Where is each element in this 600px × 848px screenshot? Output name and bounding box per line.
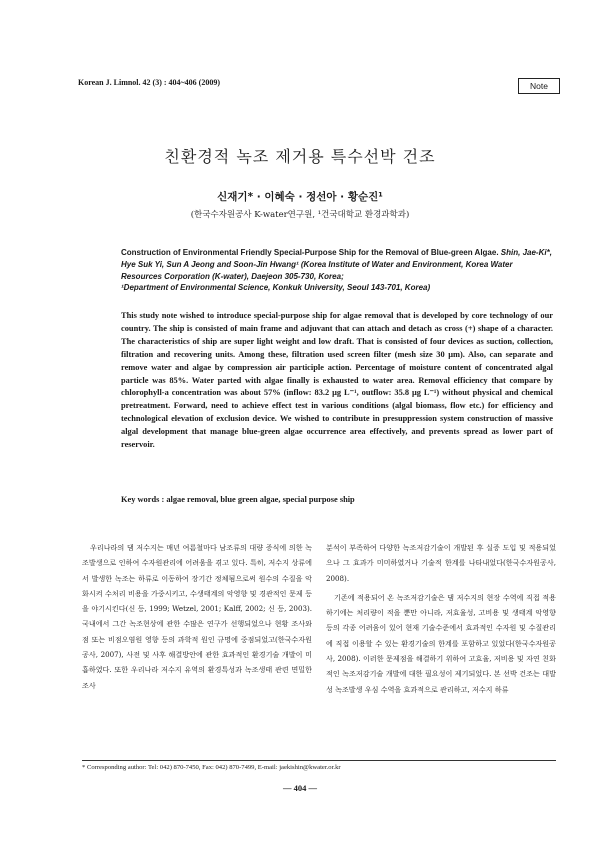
note-label: Note (518, 78, 560, 94)
keywords: Key words : algae removal, blue green algae, special purpose ship (121, 495, 355, 504)
journal-reference: Korean J. Limnol. 42 (3) : 404~406 (2009) (78, 78, 221, 87)
footnote-divider (82, 760, 556, 761)
page-number: — 404 — (283, 783, 317, 793)
english-title-algae: Algae. (474, 248, 499, 257)
paper-title: 친환경적 녹조 제거용 특수선박 건조 (164, 147, 436, 166)
english-authors: Shin, Jae-Ki*, Hye Suk Yi, Sun A Jeong and Soon-Jin Hwang¹ (Korea Institute of Water and Environment, Korea Water Resources Corporation (K-water), Daejeon 305-730, Korea; (121, 248, 552, 281)
affiliation: (한국수자원공사 K-water연구원, ¹건국대학교 환경과학과) (190, 210, 410, 220)
english-title-block (121, 247, 553, 294)
abstract: This study note wished to introduce special-purpose ship for algae removal that is developed by core technology of our country. The ship is consisted of main frame and adjuvant that can attach and detach as cross (+) shape of a character. The characteristics of ship are super light weight and low draft. That is consisted of four devices as suction, collection, filtration and recovering units. Among these, filtration used screen filter (mesh size 30 μm). Also, can separate and remove water and algae by compression air participle action. Percentage of moisture content of concentrated algal particle was 85%. Water parted with algae finally is exhausted to water area. Removal efficiency that compare by chlorophyll-a concentration was about 57% (inflow: 83.2 μg L⁻¹, outflow: 35.8 μg L⁻¹) without physical and chemical pretreatment. Forward, need to achieve effect test in various conditions (algal biomass, flow etc.) for efficiency and technological elevation of exclusion device. We wished to contribute in presuppression system construction of massive algal development that manage blue-green algae occurrence area effectively, and prevents spread as lower part of reservoir. (121, 311, 553, 450)
body-paragraph: 기존에 적용되어 온 녹조저감기술은 댐 저수지의 현장 수역에 직접 적용하기에는 처리량이 적을 뿐만 아니라, 저효율성, 고비용 및 생태계 악영향 등의 각종 어려움이 있어 현재 기술수준에서 효과적인 수자원 및 수질관리에 직접 이용할 수 있는 환경기술의 한계를 포함하고 있었다(한국수자원공사, 2008). 이러한 문제점을 해결하기 위하여 고효율, 저비용 및 자연 친화적인 녹조저감기술 개발에 대한 필요성이 제기되었다. 본 선박 건조는 대발성 녹조발생 우심 수역을 효과적으로 관리하고, 저수지 하류 (326, 592, 556, 694)
english-title-line1: Construction of Environmental Friendly Special-Purpose Ship for the Removal of Blue-green (121, 248, 473, 257)
english-affiliation: ¹Department of Environmental Science, Konkuk University, Seoul 143-701, Korea) (121, 283, 431, 293)
footnote: * Corresponding author: Tel: 042) 870-7450, Fax: 042) 870-7499, E-mail: jaekishin@kwater.or.kr (82, 764, 341, 771)
body-column-left (82, 540, 312, 693)
body-paragraph: 우리나라의 댐 저수지는 매년 여름철마다 남조류의 대량 증식에 의한 녹조발생으로 인하여 수자원관리에 어려움을 겪고 있다. 특히, 저수지 상류에서 발생한 녹조는 하류로 이동하여 장기간 정체됨으로써 원수의 수질을 악화시켜 수처리 비용을 가중시키고, 수생태계의 악영향 및 경관적인 문제 등을 야기시킨다(신 등, 1999; Wetzel, 2001; Kalff, 2002; 신 등, 2003). 국내에서 그간 녹조현상에 관한 수많은 연구가 선행되었으나 현황 조사와 점 또는 비점오염원 영향 등의 과학적 원인 규명에 중점되었고(한국수자원공사, 2007), 사전 및 사후 해결방안에 관한 효과적인 환경기술 개발이 미흡하였다. 또한 우리나라 저수지 유역의 환경특성과 녹조생태 관련 면밀한 조사 (82, 543, 312, 690)
authors: 신재기* · 이혜숙 · 정선아 · 황순진¹ (217, 191, 383, 203)
body-column-right (326, 540, 556, 697)
body-paragraph: 분석이 부족하여 다양한 녹조저감기술이 개발된 후 실증 도입 및 적용되었으나 그 효과가 미미하였거나 기술적 한계를 나타내었다(한국수자원공사, 2008). (326, 543, 556, 583)
